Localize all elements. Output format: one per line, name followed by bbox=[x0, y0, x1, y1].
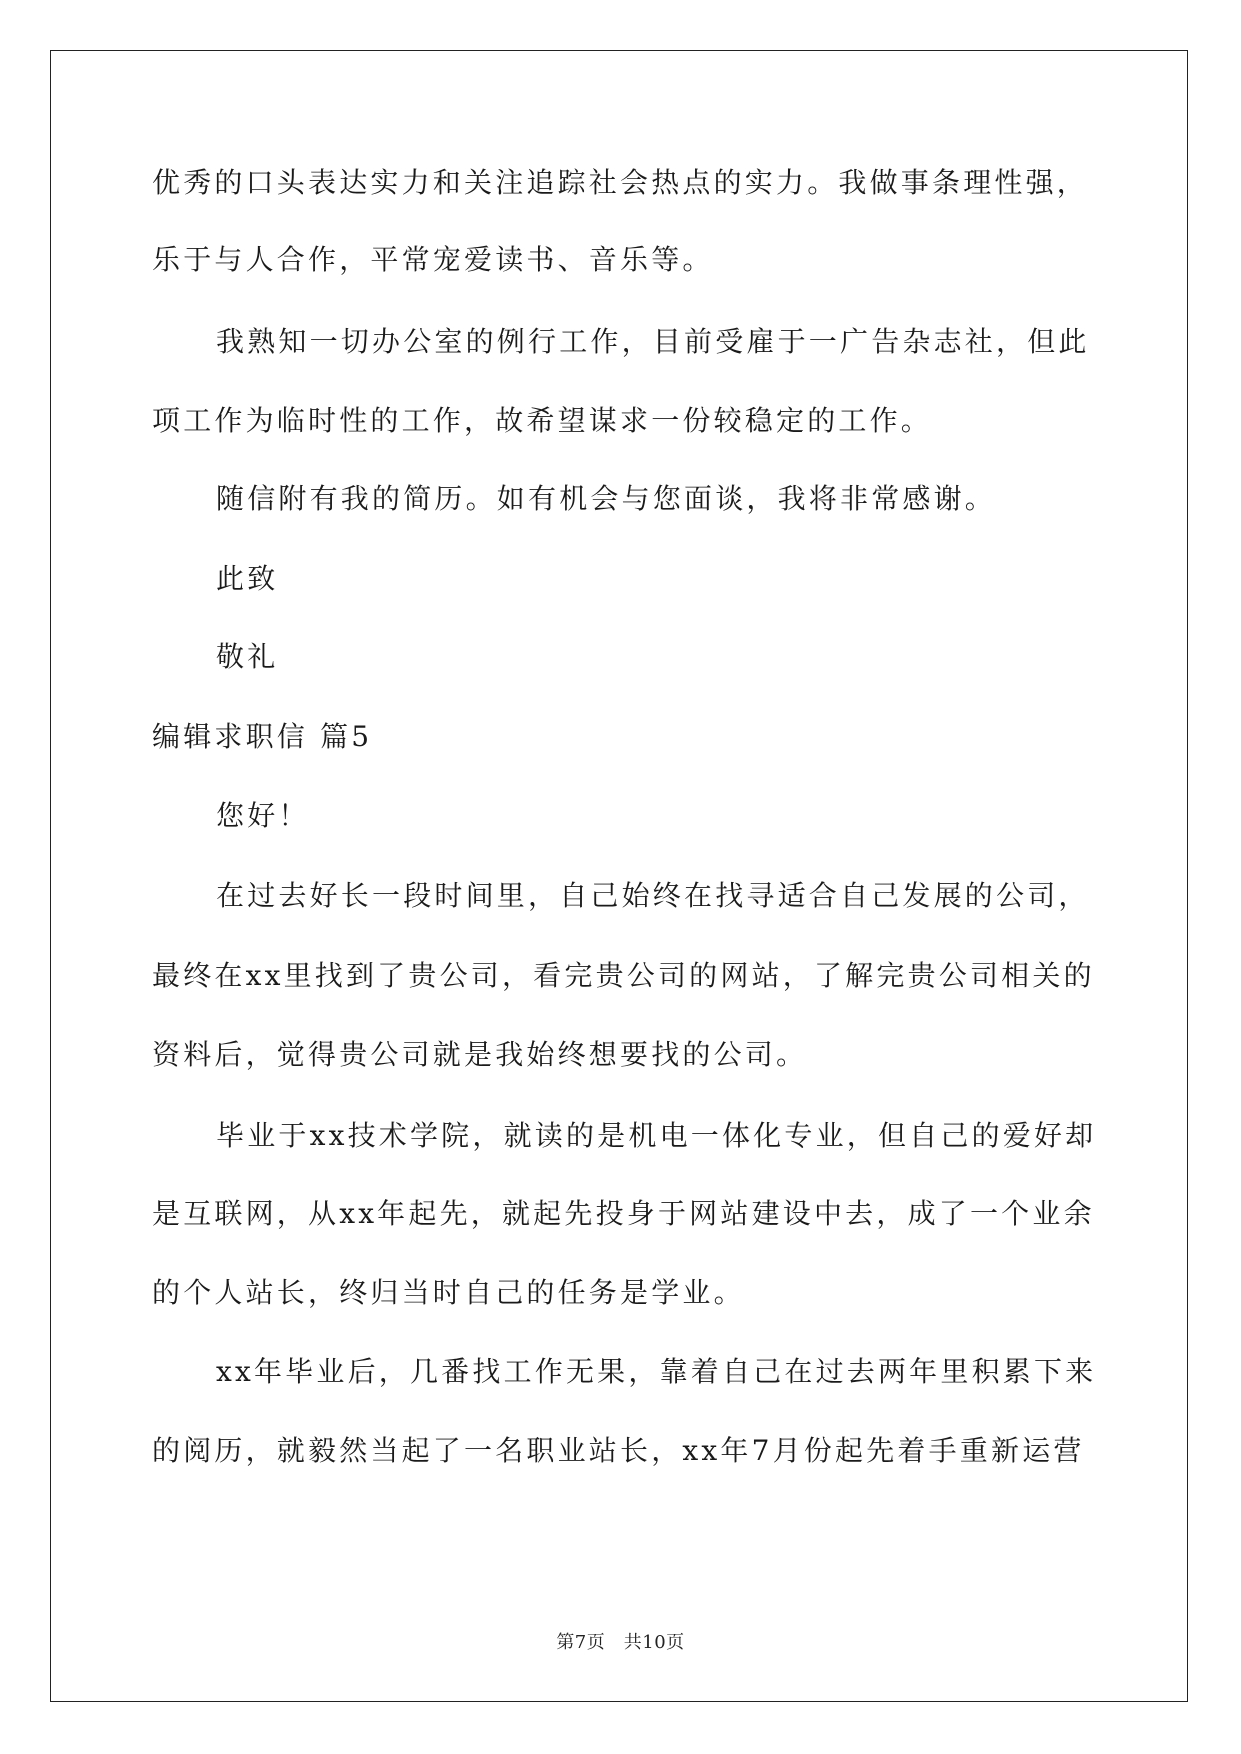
text-line: 我熟知一切办公室的例行工作，目前受雇于一广告杂志社，但此 bbox=[216, 325, 1090, 358]
text-line: 随信附有我的简历。如有机会与您面谈，我将非常感谢。 bbox=[216, 482, 997, 515]
text-line: 优秀的口头表达实力和关注追踪社会热点的实力。我做事条理性强， bbox=[152, 166, 1089, 199]
text-line: 毕业于xx技术学院，就读的是机电一体化专业，但自己的爱好却 bbox=[216, 1119, 1097, 1152]
text-line: 资料后，觉得贵公司就是我始终想要找的公司。 bbox=[152, 1038, 808, 1071]
text-line: 的个人站长，终归当时自己的任务是学业。 bbox=[152, 1276, 745, 1309]
greeting: 您好！ bbox=[216, 799, 310, 832]
text-line: xx年毕业后，几番找工作无果，靠着自己在过去两年里积累下来 bbox=[216, 1355, 1097, 1388]
text-line: 的阅历，就毅然当起了一名职业站长，xx年7月份起先着手重新运营 bbox=[152, 1434, 1085, 1467]
text-line: 乐于与人合作，平常宠爱读书、音乐等。 bbox=[152, 243, 714, 276]
salutation-regards: 敬礼 bbox=[216, 640, 279, 673]
text-line: 项工作为临时性的工作，故希望谋求一份较稳定的工作。 bbox=[152, 404, 933, 437]
section-heading: 编辑求职信 篇5 bbox=[152, 720, 373, 753]
salutation-closing: 此致 bbox=[216, 562, 279, 595]
page-number-footer: 第7页 共10页 bbox=[556, 1632, 685, 1653]
text-line: 最终在xx里找到了贵公司，看完贵公司的网站，了解完贵公司相关的 bbox=[152, 959, 1095, 992]
text-line: 是互联网，从xx年起先，就起先投身于网站建设中去，成了一个业余 bbox=[152, 1197, 1095, 1230]
text-line: 在过去好长一段时间里，自己始终在找寻适合自己发展的公司， bbox=[216, 879, 1090, 912]
